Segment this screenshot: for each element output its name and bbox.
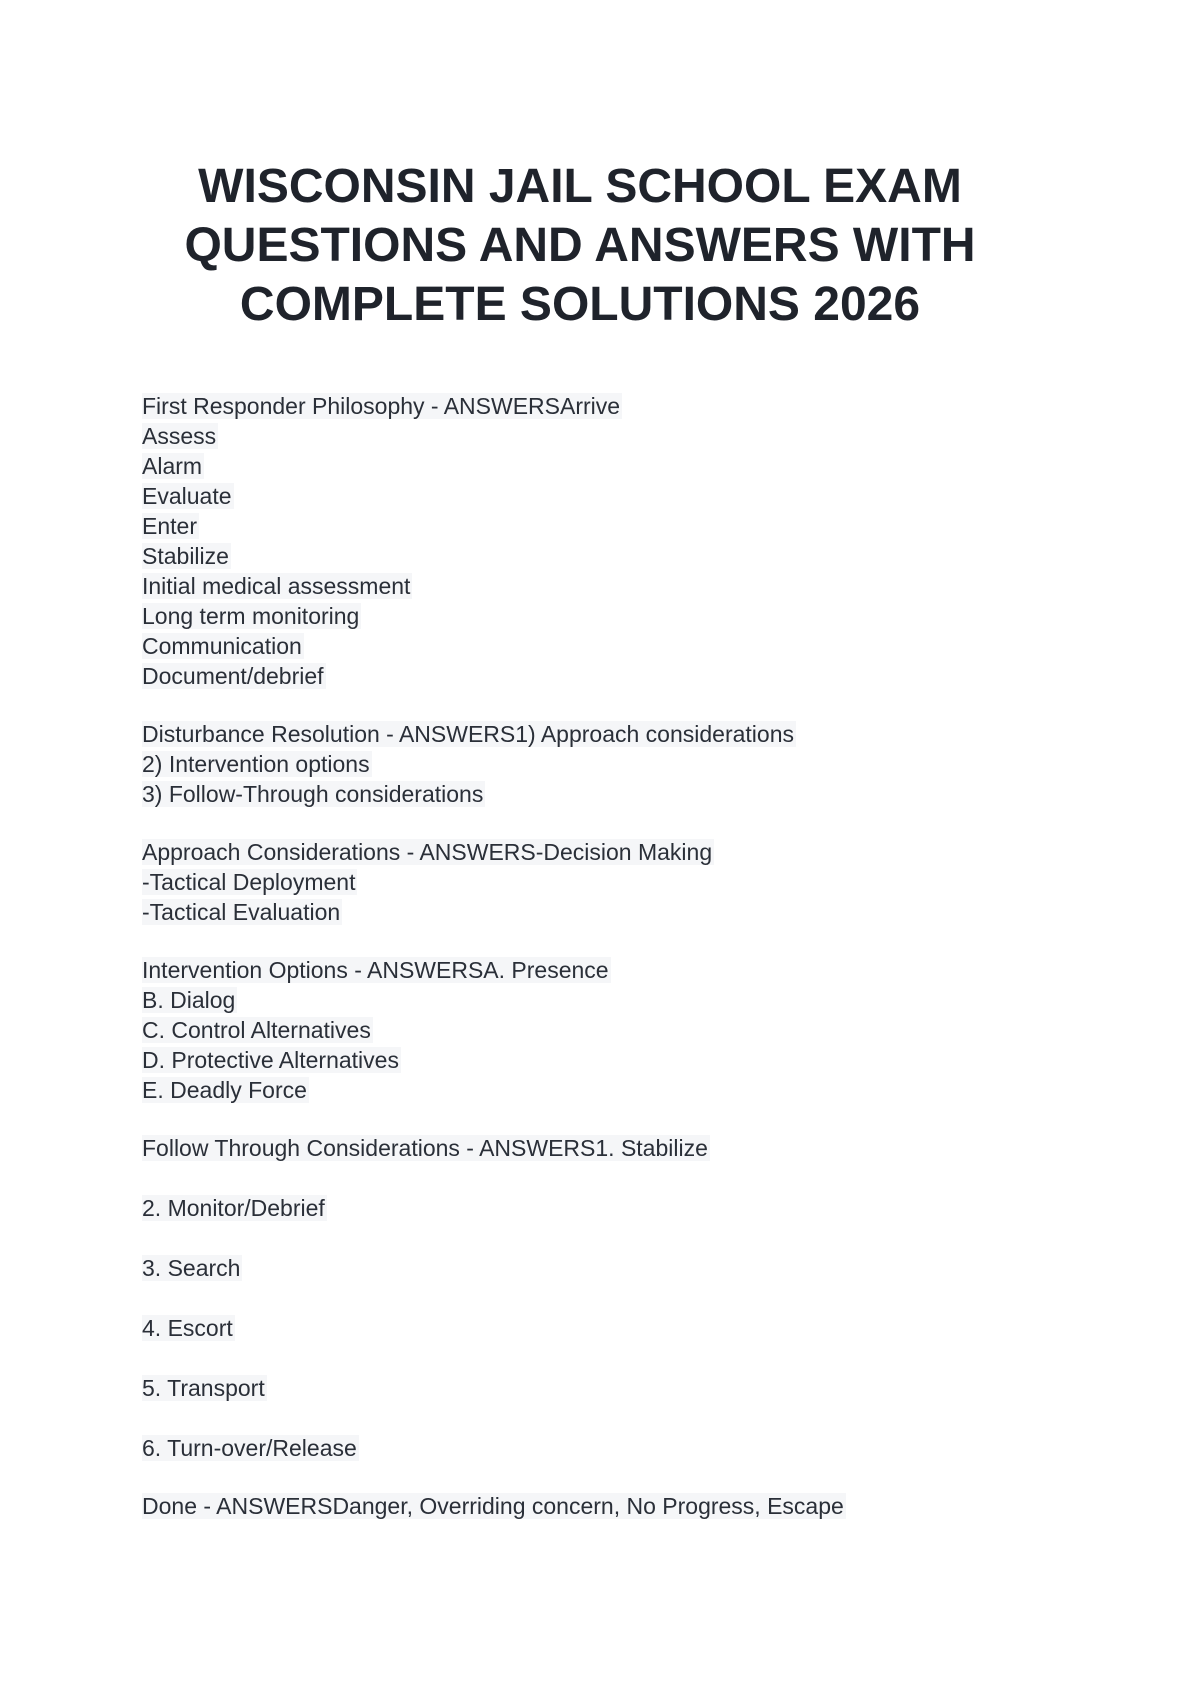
qa-line (142, 1491, 1102, 1521)
qa-line: Document/debrief (142, 663, 324, 689)
qa-question-answer: First Responder Philosophy - ANSWERSArrive (142, 393, 621, 419)
qa-line: B. Dialog (142, 987, 236, 1013)
qa-line: 6. Turn-over/Release (142, 1435, 357, 1461)
title-line: QUESTIONS AND ANSWERS WITH (184, 219, 976, 272)
qa-line: Assess (142, 423, 217, 449)
qa-approach-considerations (142, 837, 1102, 927)
qa-question-answer: Disturbance Resolution - ANSWERS1) Approach considerations (142, 721, 794, 747)
qa-line: 3) Follow-Through considerations (142, 781, 484, 807)
qa-line: Communication (142, 633, 302, 659)
document-title (130, 157, 1030, 334)
qa-question-answer: Done - ANSWERSDanger, Overriding concern, No Progress, Escape (142, 1493, 844, 1519)
qa-line (142, 719, 1102, 749)
qa-line: 2. Monitor/Debrief (142, 1195, 325, 1221)
qa-intervention-options (142, 955, 1102, 1105)
qa-line (142, 1133, 1102, 1163)
qa-line: -Tactical Deployment (142, 869, 356, 895)
qa-line (142, 955, 1102, 985)
qa-disturbance-resolution (142, 719, 1102, 809)
qa-question-answer: Intervention Options - ANSWERSA. Presence (142, 957, 609, 983)
qa-line (142, 391, 1102, 421)
qa-line: 3. Search (142, 1255, 241, 1281)
qa-line: C. Control Alternatives (142, 1017, 371, 1043)
qa-follow-through-considerations (142, 1133, 1102, 1463)
qa-line: Initial medical assessment (142, 573, 411, 599)
qa-line (142, 837, 1102, 867)
qa-line: Stabilize (142, 543, 229, 569)
title-line: COMPLETE SOLUTIONS 2026 (239, 278, 921, 331)
qa-line: -Tactical Evaluation (142, 899, 341, 925)
qa-line: 4. Escort (142, 1315, 233, 1341)
qa-question-answer: Approach Considerations - ANSWERS-Decision Making (142, 839, 713, 865)
qa-line: Evaluate (142, 483, 232, 509)
qa-line: Long term monitoring (142, 603, 360, 629)
qa-line: D. Protective Alternatives (142, 1047, 399, 1073)
title-line: WISCONSIN JAIL SCHOOL EXAM (198, 160, 962, 213)
qa-done (142, 1491, 1102, 1521)
qa-first-responder-philosophy (142, 391, 1102, 691)
qa-line: E. Deadly Force (142, 1077, 307, 1103)
qa-line: Enter (142, 513, 197, 539)
qa-line: 5. Transport (142, 1375, 265, 1401)
document-body (142, 391, 1102, 1549)
qa-question-answer: Follow Through Considerations - ANSWERS1. Stabilize (142, 1135, 708, 1161)
qa-line: Alarm (142, 453, 203, 479)
qa-line: 2) Intervention options (142, 751, 370, 777)
